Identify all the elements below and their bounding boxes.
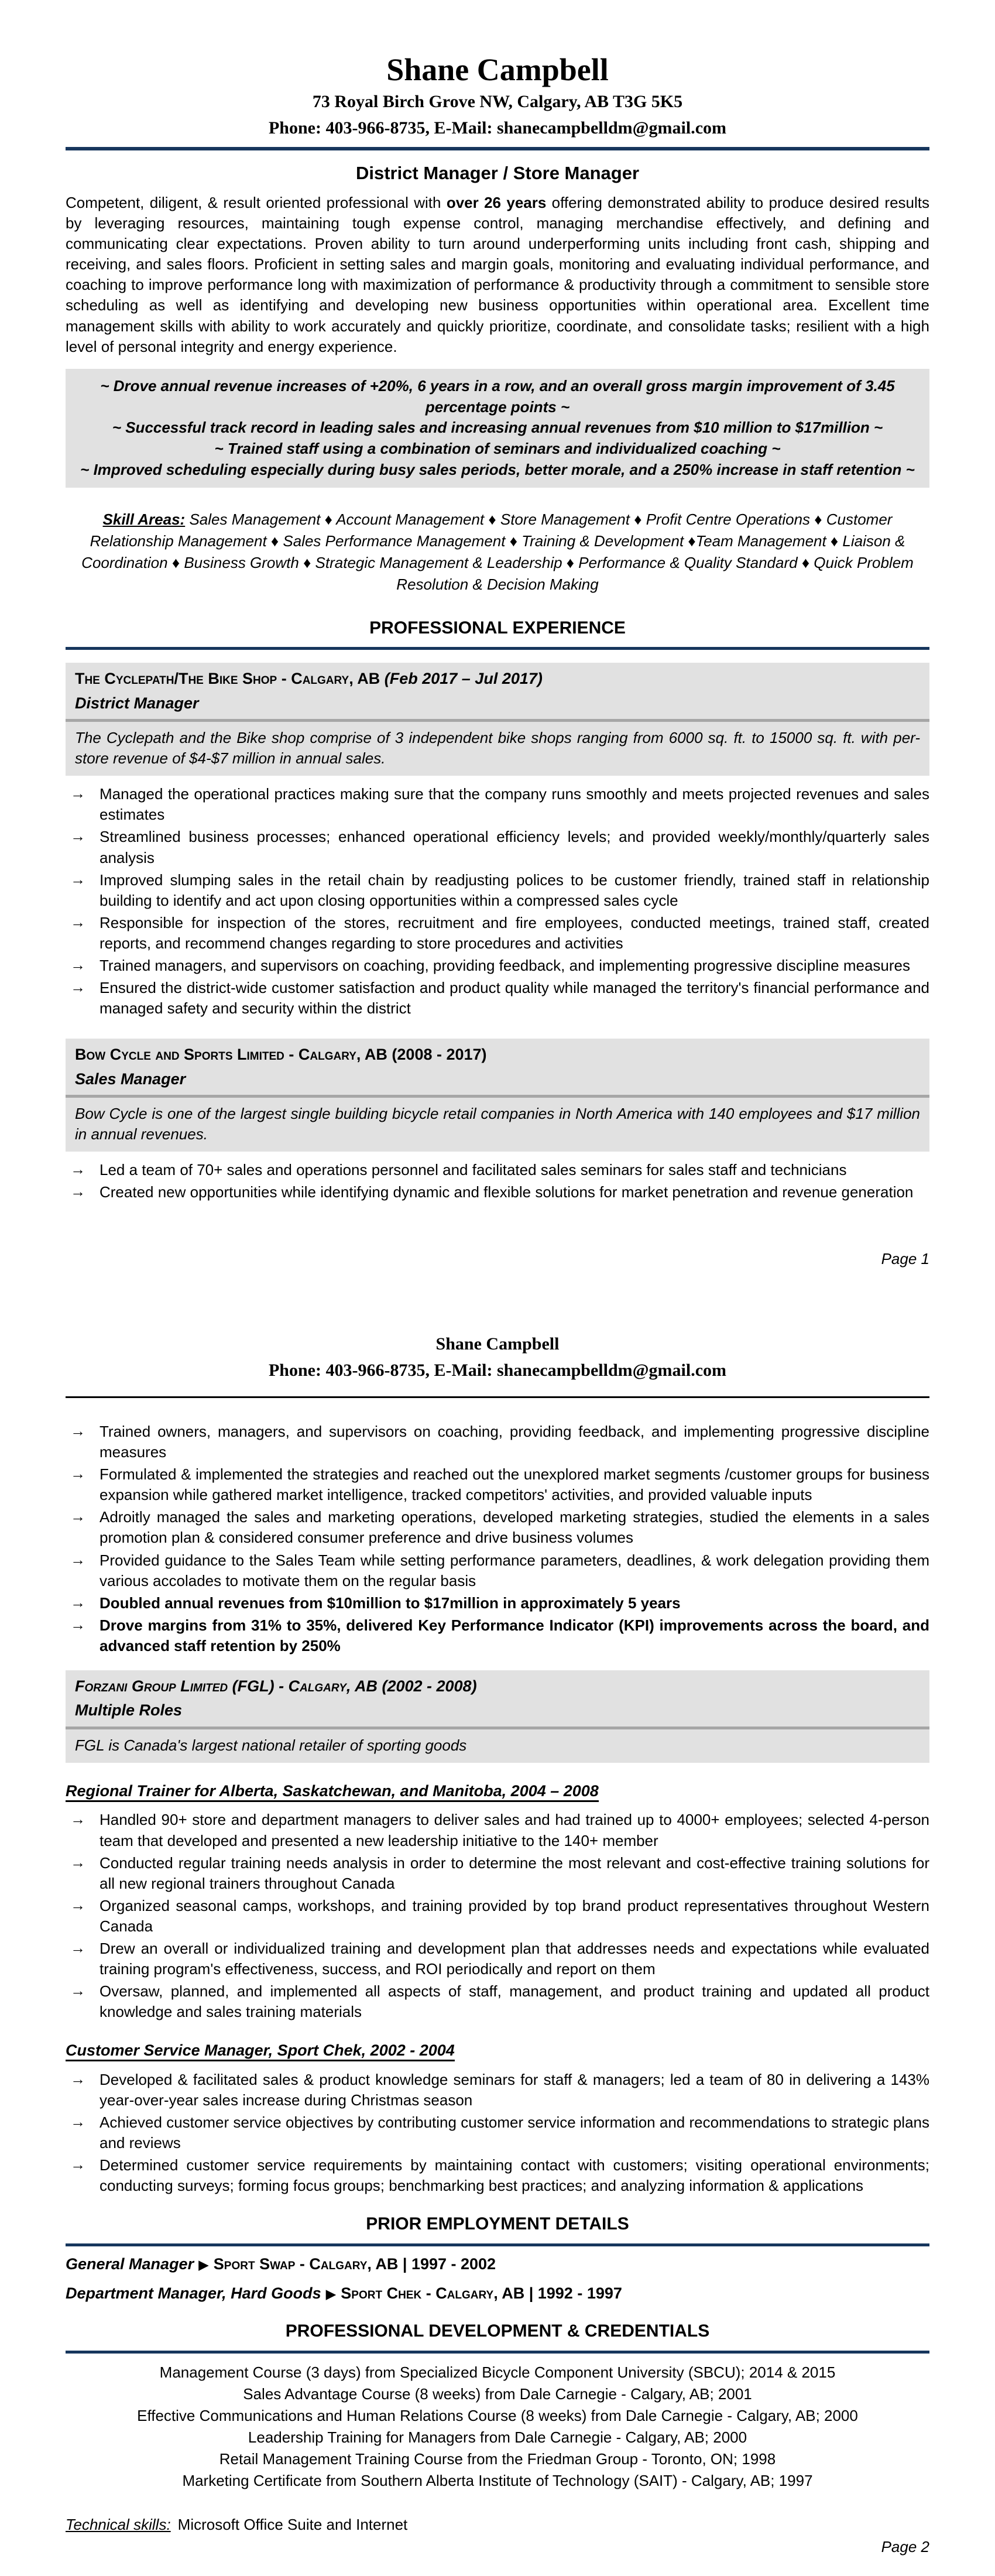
achievement-line: ~ Improved scheduling especially during busy sales periods, better morale, and a 250% increase in staff retention ~ bbox=[80, 461, 915, 479]
credential-item: Marketing Certificate from Southern Alberta Institute of Technology (SAIT) - Calgary, AB; 1997 bbox=[182, 2471, 813, 2489]
section-heading-professional-experience: PROFESSIONAL EXPERIENCE bbox=[369, 618, 626, 638]
arrow-bullet-icon: → bbox=[70, 1896, 85, 1914]
bullet-text: Adroitly managed the sales and marketing operations, developed marketing strategies, studied the elements in a sales promotion plan & considered consumer preference and drive business volumes bbox=[100, 1508, 929, 1547]
bullet-text: Conducted regular training needs analysis in order to determine the most relevant and cost-effective training solutions for all new regional trainers throughout Canada bbox=[100, 1854, 929, 1892]
prior-job-role: General Manager bbox=[66, 2255, 194, 2273]
bullet-text: Managed the operational practices making sure that the company runs smoothly and meets projected revenues and sales estimates bbox=[100, 785, 929, 824]
job-header bbox=[66, 1670, 929, 1727]
bullet-item bbox=[66, 1896, 929, 1937]
job-bullet-list-continued bbox=[66, 1421, 929, 1656]
job-header bbox=[66, 663, 929, 719]
bullet-item-bold bbox=[66, 1593, 929, 1614]
summary-text-post: offering demonstrated ability to produce desired results by leveraging resources, maintaining tough expense control, managing merchandise effectively, and defining and communicating clear expectations. Proven ability to turn around underperforming units including front cash, shipping and receiving, and sales floors. Proficient in setting sales and margin goals, monitoring and evaluating individual performance, and coaching to improve performance long with maximization of performance & productivity through a commitment to sensible store scheduling as well as identifying and developing new business opportunities within operational area. Excellent time management skills with ability to work accurately and quickly prioritize, coordinate, and consolidate tasks; resilient with a high level of personal integrity and energy experience. bbox=[66, 193, 929, 355]
bullet-text: Improved slumping sales in the retail chain by readjusting polices to be customer friendly, trained staff in relationship building to identify and act upon closing opportunities within a compressed sales cycle bbox=[100, 871, 929, 909]
job-block-bow-cycle bbox=[66, 1039, 929, 1152]
arrow-bullet-icon: → bbox=[70, 1593, 85, 1611]
bullet-text: Oversaw, planned, and implemented all aspects of staff, management, and product training and updated all product knowledge and sales training materials bbox=[100, 1982, 929, 2021]
job-company-description: FGL is Canada's largest national retailer of sporting goods bbox=[75, 1736, 467, 1754]
resume-header bbox=[66, 52, 929, 140]
section-divider-rule bbox=[66, 2243, 929, 2246]
technical-skills-label: Technical skills: bbox=[66, 2516, 171, 2534]
job-company: The Cyclepath/The Bike Shop - Calgary, AB bbox=[75, 670, 380, 688]
bullet-item bbox=[66, 1464, 929, 1505]
bullet-text: Achieved customer service objectives by contributing customer service information and recommendations to strategic plans and reviews bbox=[100, 2113, 929, 2152]
bullet-text: Streamlined business processes; enhanced operational efficiency levels; and provided weekly/monthly/quarterly sales analysis bbox=[100, 828, 929, 866]
prior-job-details: Sport Chek - Calgary, AB | 1992 - 1997 bbox=[341, 2284, 622, 2302]
bullet-text: Created new opportunities while identifying dynamic and flexible solutions for market penetration and revenue generation bbox=[100, 1183, 914, 1201]
arrow-bullet-icon: → bbox=[70, 785, 85, 803]
subrole-heading-customer-service-manager bbox=[66, 2040, 929, 2061]
section-divider-rule bbox=[66, 647, 929, 650]
job-company-description: Bow Cycle is one of the largest single building bicycle retail companies in North America with 140 employees and $17 million in annual revenues. bbox=[75, 1105, 920, 1143]
arrow-bullet-icon: → bbox=[70, 2070, 85, 2088]
bullet-text: Formulated & implemented the strategies and reached out the unexplored market segments /customer groups for business expansion while gathered market intelligence, tracked competitors' activities, and provided valuable inputs bbox=[100, 1465, 929, 1504]
job-block-cyclepath bbox=[66, 663, 929, 776]
subrole-bullet-list bbox=[66, 2070, 929, 2197]
achievement-line: ~ Successful track record in leading sales and increasing annual revenues from $10 million to $17million ~ bbox=[112, 419, 883, 437]
credential-item: Sales Advantage Course (8 weeks) from Dale Carnegie - Calgary, AB; 2001 bbox=[243, 2385, 752, 2403]
bullet-text: Determined customer service requirements by maintaining contact with customers; visiting operational environments; conducting surveys; forming focus groups; benchmarking best practices; and analyzing information & applications bbox=[100, 2156, 929, 2195]
section-heading-professional-development: PROFESSIONAL DEVELOPMENT & CREDENTIALS bbox=[285, 2321, 710, 2341]
bullet-item bbox=[66, 1981, 929, 2022]
bullet-text: Organized seasonal camps, workshops, and training provided by top brand product representatives throughout Western Canada bbox=[100, 1896, 929, 1935]
job-company: Bow Cycle and Sports Limited - Calgary, AB bbox=[75, 1046, 387, 1064]
job-dates: (2002 - 2008) bbox=[382, 1677, 477, 1695]
arrow-bullet-icon: → bbox=[70, 827, 85, 845]
bullet-item bbox=[66, 2070, 929, 2111]
page2-header bbox=[66, 1332, 929, 1382]
bullet-item bbox=[66, 1853, 929, 1894]
arrow-bullet-icon: → bbox=[70, 913, 85, 931]
address-line: 73 Royal Birch Grove NW, Calgary, AB T3G 5K5 bbox=[312, 92, 683, 112]
arrow-bullet-icon: → bbox=[70, 2156, 85, 2174]
skill-areas-label: Skill Areas: bbox=[102, 511, 186, 529]
job-company-line bbox=[75, 668, 920, 689]
bullet-item-bold bbox=[66, 1615, 929, 1656]
bullet-text: Drove margins from 31% to 35%, delivered Key Performance Indicator (KPI) improvements across the board, and advanced staff retention by 250% bbox=[100, 1616, 929, 1654]
bullet-item bbox=[66, 870, 929, 911]
achievement-line: ~ Trained staff using a combination of seminars and individualized coaching ~ bbox=[214, 440, 781, 458]
credential-item: Management Course (3 days) from Specialized Bicycle Component University (SBCU); 2014 & 2015 bbox=[159, 2363, 836, 2381]
page-number-label: Page 1 bbox=[881, 1249, 929, 1268]
bullet-text: Trained owners, managers, and supervisors on coaching, providing feedback, and implementing progressive discipline measures bbox=[100, 1423, 929, 1461]
arrow-bullet-icon: → bbox=[70, 1810, 85, 1828]
resume-page-2 bbox=[0, 1288, 995, 2576]
prior-job-role: Department Manager, Hard Goods bbox=[66, 2284, 321, 2302]
bullet-text: Led a team of 70+ sales and operations personnel and facilitated sales seminars for sales staff and technicians bbox=[100, 1161, 847, 1179]
credential-item: Leadership Training for Managers from Dale Carnegie - Calgary, AB; 2000 bbox=[248, 2428, 747, 2446]
prior-job-details: Sport Swap - Calgary, AB | 1997 - 2002 bbox=[213, 2255, 496, 2273]
subrole-heading-regional-trainer bbox=[66, 1780, 929, 1801]
arrow-bullet-icon: → bbox=[70, 1615, 85, 1633]
arrow-bullet-icon: → bbox=[70, 1939, 85, 1957]
professional-summary bbox=[66, 193, 929, 357]
job-bullet-list bbox=[66, 1160, 929, 1203]
bullet-item bbox=[66, 2112, 929, 2153]
bullet-text: Responsible for inspection of the stores, recruitment and fire employees, conducted meetings, trained staff, created reports, and recommend changes regarding to store procedures and activities bbox=[100, 913, 929, 952]
achievement-line: ~ Drove annual revenue increases of +20%, 6 years in a row, and an overall gross margin improvement of 3.45 percentage points ~ bbox=[100, 376, 895, 416]
page-number-label: Page 2 bbox=[881, 2537, 929, 2556]
arrow-bullet-icon: → bbox=[70, 1550, 85, 1568]
bullet-text: Drew an overall or individualized training and development plan that addresses needs and expectations while evaluated training program's effectiveness, success, and ROI periodically and report on them bbox=[100, 1940, 929, 1978]
credential-item: Effective Communications and Human Relations Course (8 weeks) from Dale Carnegie - Calgary, AB; 2000 bbox=[137, 2406, 858, 2424]
bullet-item bbox=[66, 1421, 929, 1462]
credentials-list bbox=[66, 2362, 929, 2491]
prior-job-line bbox=[66, 2283, 929, 2305]
bullet-item bbox=[66, 1160, 929, 1180]
triangle-arrow-icon: ▶ bbox=[198, 2256, 209, 2272]
bullet-item bbox=[66, 1550, 929, 1591]
arrow-bullet-icon: → bbox=[70, 2113, 85, 2130]
subrole-heading-text: Regional Trainer for Alberta, Saskatchewan, and Manitoba, 2004 – 2008 bbox=[66, 1782, 599, 1802]
candidate-name: Shane Campbell bbox=[386, 52, 609, 87]
section-divider-rule bbox=[66, 2351, 929, 2354]
bullet-item bbox=[66, 1182, 929, 1203]
job-dates: (2008 - 2017) bbox=[392, 1046, 487, 1064]
bullet-text: Doubled annual revenues from $10million to $17million in approximately 5 years bbox=[100, 1594, 681, 1612]
arrow-bullet-icon: → bbox=[70, 1982, 85, 2000]
contact-line: Phone: 403-966-8735, E-Mail: shanecampbelldm@gmail.com bbox=[268, 1360, 727, 1380]
triangle-arrow-icon: ▶ bbox=[325, 2286, 337, 2301]
bullet-text: Trained managers, and supervisors on coaching, providing feedback, and implementing progressive discipline measures bbox=[100, 957, 911, 974]
arrow-bullet-icon: → bbox=[70, 1183, 85, 1201]
job-block-forzani bbox=[66, 1670, 929, 1763]
bullet-item bbox=[66, 913, 929, 954]
bullet-item bbox=[66, 955, 929, 976]
summary-text-pre: Competent, diligent, & result oriented professional with bbox=[66, 193, 447, 211]
job-company-line bbox=[75, 1676, 920, 1697]
bullet-text: Developed & facilitated sales & product knowledge seminars for staff & managers; led a team of 80 in delivering a 143% year-over-year sales increase during Christmas season bbox=[100, 2070, 929, 2109]
arrow-bullet-icon: → bbox=[70, 1853, 85, 1871]
technical-skills-line bbox=[66, 2515, 929, 2535]
bullet-item bbox=[66, 1938, 929, 1979]
bullet-item bbox=[66, 1810, 929, 1851]
job-company-line bbox=[75, 1044, 920, 1065]
arrow-bullet-icon: → bbox=[70, 1160, 85, 1179]
arrow-bullet-icon: → bbox=[70, 870, 85, 888]
bullet-text: Provided guidance to the Sales Team while setting performance parameters, deadlines, & work delegation providing them various accolades to motivate them on the regular basis bbox=[100, 1551, 929, 1590]
target-role-title: District Manager / Store Manager bbox=[355, 163, 640, 184]
arrow-bullet-icon: → bbox=[70, 1422, 85, 1440]
header-divider-rule bbox=[66, 147, 929, 150]
contact-line: Phone: 403-966-8735, E-Mail: shanecampbelldm@gmail.com bbox=[268, 118, 727, 138]
technical-skills-value: Microsoft Office Suite and Internet bbox=[177, 2516, 408, 2534]
job-bullet-list bbox=[66, 784, 929, 1019]
job-header bbox=[66, 1039, 929, 1095]
prior-job-line bbox=[66, 2253, 929, 2276]
page2-header-rule bbox=[66, 1396, 929, 1398]
bullet-item bbox=[66, 978, 929, 1019]
skill-areas-list: Sales Management ♦ Account Management ♦ Store Management ♦ Profit Centre Operations ♦ Customer Relationship Management ♦ Sales Performance Management ♦ Training & Development ♦Team Management ♦ Liaison & Coordination ♦ Business Growth ♦ Strategic Management & Leadership ♦ Performance & Quality Standard ♦ Quick Problem Resolution & Decision Making bbox=[81, 511, 914, 593]
arrow-bullet-icon: → bbox=[70, 978, 85, 996]
job-company: Forzani Group Limited (FGL) - Calgary, AB bbox=[75, 1677, 378, 1695]
candidate-name: Shane Campbell bbox=[435, 1334, 560, 1354]
bullet-item bbox=[66, 2155, 929, 2196]
arrow-bullet-icon: → bbox=[70, 1465, 85, 1483]
key-achievements-box bbox=[66, 369, 929, 488]
arrow-bullet-icon: → bbox=[70, 1508, 85, 1526]
job-dates: (Feb 2017 – Jul 2017) bbox=[384, 670, 543, 688]
summary-text-bold: over 26 years bbox=[446, 193, 547, 211]
section-heading-prior-employment: PRIOR EMPLOYMENT DETAILS bbox=[366, 2214, 629, 2234]
bullet-item bbox=[66, 827, 929, 868]
subrole-bullet-list bbox=[66, 1810, 929, 2022]
bullet-item bbox=[66, 784, 929, 825]
job-role: Multiple Roles bbox=[75, 1701, 183, 1719]
bullet-item bbox=[66, 1507, 929, 1548]
job-company-description: The Cyclepath and the Bike shop comprise of 3 independent bike shops ranging from 6000 sq. ft. to 15000 sq. ft. with per-store revenue of $4-$7 million in annual sales. bbox=[75, 729, 920, 768]
job-role: District Manager bbox=[75, 694, 199, 712]
bullet-text: Handled 90+ store and department managers to deliver sales and had trained up to 4000+ employees; selected 4-person team that developed and presented a new leadership initiative to the 140+ member bbox=[100, 1811, 929, 1849]
bullet-text: Ensured the district-wide customer satisfaction and product quality while managed the territory's financial performance and managed safety and security within the district bbox=[100, 979, 929, 1018]
job-role: Sales Manager bbox=[75, 1070, 186, 1088]
subrole-heading-text: Customer Service Manager, Sport Chek, 2002 - 2004 bbox=[66, 2041, 455, 2061]
skill-areas bbox=[66, 509, 929, 595]
arrow-bullet-icon: → bbox=[70, 956, 85, 974]
credential-item: Retail Management Training Course from the Friedman Group - Toronto, ON; 1998 bbox=[219, 2450, 776, 2468]
